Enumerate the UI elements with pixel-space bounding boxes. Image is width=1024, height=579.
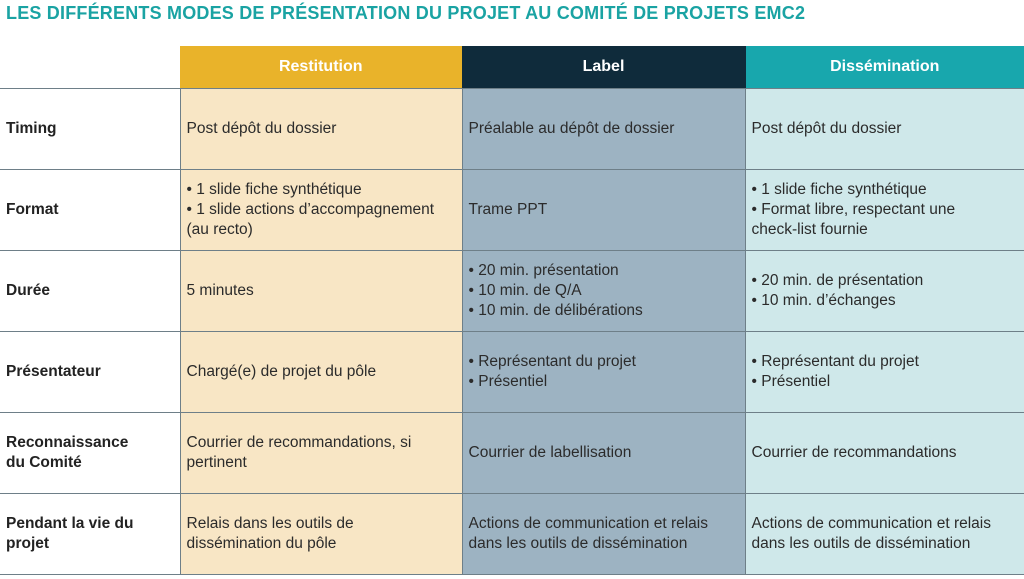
cell-text-line: Courrier de recommandations	[751, 444, 957, 461]
row-label	[0, 89, 180, 170]
cell-text-line: • 1 slide fiche synthétique	[751, 181, 927, 198]
header-empty-cell	[0, 46, 180, 89]
cell-text-line: Durée	[6, 282, 50, 299]
label-cell	[462, 251, 745, 332]
cell-text-line: • 20 min. de présentation	[751, 272, 924, 289]
cell-text-line: (au recto)	[186, 221, 253, 238]
row-label	[0, 332, 180, 413]
cell-text-line: Actions de communication et relais	[751, 515, 992, 532]
header-label: Label	[462, 46, 745, 89]
row-label	[0, 494, 180, 575]
presentation-modes-table	[0, 46, 1024, 575]
table-row	[0, 170, 1024, 251]
cell-text-line: • Format libre, respectant une	[751, 201, 956, 218]
dissemination-cell	[745, 494, 1024, 575]
cell-text-line: dans les outils de dissémination	[751, 535, 971, 552]
cell-text-line: Post dépôt du dossier	[186, 120, 337, 137]
cell-text-line: projet	[6, 535, 50, 552]
table-row	[0, 413, 1024, 494]
cell-text-line: pertinent	[186, 454, 247, 471]
row-label	[0, 413, 180, 494]
cell-text-line: dissémination du pôle	[186, 535, 337, 552]
dissemination-cell	[745, 251, 1024, 332]
cell-text-line: Timing	[6, 120, 57, 137]
cell-text-line: • Présentiel	[751, 373, 831, 390]
cell-text-line: • 10 min. d’échanges	[751, 292, 896, 309]
dissemination-cell	[745, 413, 1024, 494]
cell-text-line: Pendant la vie du	[6, 515, 134, 532]
label-cell	[462, 89, 745, 170]
cell-text-line: Courrier de labellisation	[468, 444, 632, 461]
restitution-cell	[180, 332, 462, 413]
cell-text-line: • 1 slide actions d’accompagnement	[186, 201, 435, 218]
restitution-cell	[180, 494, 462, 575]
cell-text-line: • Représentant du projet	[468, 353, 636, 370]
cell-text-line: 5 minutes	[186, 282, 254, 299]
table-row	[0, 251, 1024, 332]
cell-text-line: Actions de communication et relais	[468, 515, 709, 532]
label-cell	[462, 413, 745, 494]
cell-text-line: • 10 min. de délibérations	[468, 302, 643, 319]
cell-text-line: • 10 min. de Q/A	[468, 282, 582, 299]
table-row	[0, 494, 1024, 575]
label-cell	[462, 332, 745, 413]
dissemination-cell	[745, 170, 1024, 251]
dissemination-cell	[745, 332, 1024, 413]
label-cell	[462, 494, 745, 575]
table-row	[0, 332, 1024, 413]
cell-text-line: Relais dans les outils de	[186, 515, 354, 532]
cell-text-line: Format	[6, 201, 59, 218]
cell-text-line: Chargé(e) de projet du pôle	[186, 363, 377, 380]
cell-text-line: check-list fournie	[751, 221, 868, 238]
restitution-cell	[180, 170, 462, 251]
page-title: LES DIFFÉRENTS MODES DE PRÉSENTATION DU PROJET AU COMITÉ DE PROJETS EMC2	[6, 3, 806, 23]
cell-text-line: Courrier de recommandations, si	[186, 434, 412, 451]
restitution-cell	[180, 413, 462, 494]
dissemination-cell	[745, 89, 1024, 170]
cell-text-line: Présentateur	[6, 363, 101, 380]
cell-text-line: • 1 slide fiche synthétique	[186, 181, 362, 198]
table-body	[0, 89, 1024, 575]
header-dissemination: Dissémination	[745, 46, 1024, 89]
row-label	[0, 170, 180, 251]
cell-text-line: • 20 min. présentation	[468, 262, 619, 279]
restitution-cell	[180, 251, 462, 332]
cell-text-line: dans les outils de dissémination	[468, 535, 688, 552]
cell-text-line: Préalable au dépôt de dossier	[468, 120, 675, 137]
header-restitution: Restitution	[180, 46, 462, 89]
cell-text-line: • Représentant du projet	[751, 353, 919, 370]
cell-text-line: Reconnaissance	[6, 434, 129, 451]
row-label	[0, 251, 180, 332]
cell-text-line: Trame PPT	[468, 201, 548, 218]
restitution-cell	[180, 89, 462, 170]
label-cell	[462, 170, 745, 251]
table-header-row	[0, 46, 1024, 89]
table-row	[0, 89, 1024, 170]
cell-text-line: Post dépôt du dossier	[751, 120, 902, 137]
cell-text-line: • Présentiel	[468, 373, 548, 390]
cell-text-line: du Comité	[6, 454, 82, 471]
